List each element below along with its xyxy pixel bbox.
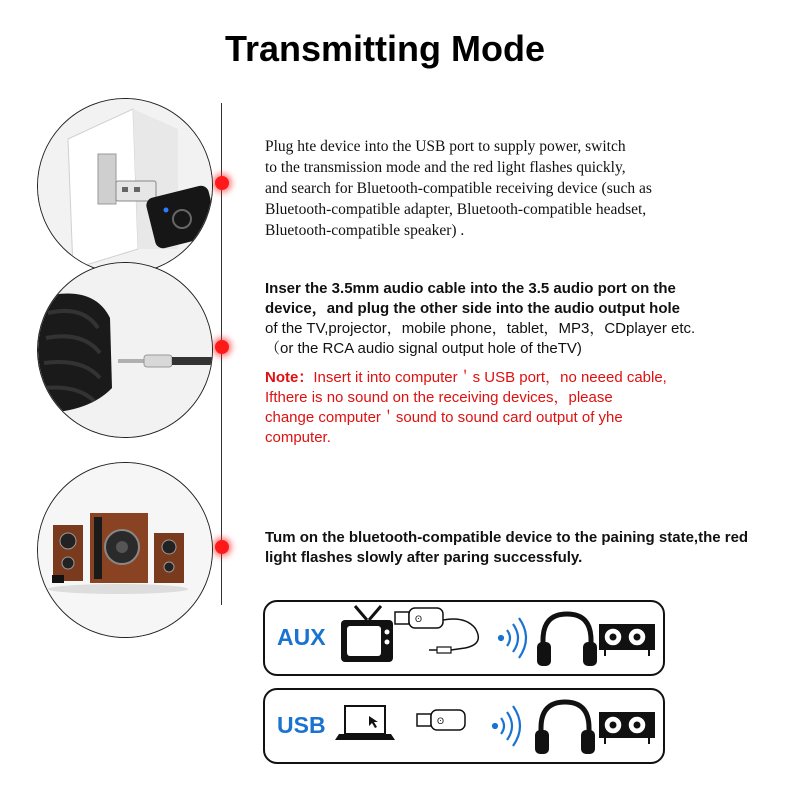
svg-text:ʘ: ʘ: [437, 716, 445, 726]
headphones-icon: [537, 614, 597, 666]
audio-cable-image: [37, 262, 213, 438]
note-line: change computer＇sound to sound card output of yhe: [265, 409, 623, 426]
step1-line: Bluetooth-compatible speaker) .: [265, 222, 465, 239]
usb-adapter-image: [37, 98, 213, 274]
page-title: Transmitting Mode: [224, 28, 545, 69]
usb-adapter-icon: [395, 608, 443, 628]
amplifier-icon: [599, 624, 655, 656]
amplifier-icon: [599, 712, 655, 744]
svg-text:ʘ: ʘ: [415, 614, 423, 624]
aux-mode-box: [263, 600, 665, 676]
step2-line-bold: device，and plug the other side into the audio output hole: [265, 300, 681, 317]
step1-text: [265, 136, 652, 241]
headphones-icon: [535, 702, 595, 754]
note-line: Ifthere is no sound on the receiving devices，please: [265, 389, 613, 406]
step2-dot: [215, 340, 229, 354]
bluetooth-waves-icon: [499, 618, 526, 658]
note-line-1: Insert it into computer＇s USB port，no neeed cable,: [313, 369, 667, 386]
note-line: computer.: [265, 429, 331, 446]
aux-label: AUX: [277, 624, 326, 650]
note-line: [265, 368, 667, 388]
step2-line: [265, 299, 695, 319]
step1-dot: [215, 176, 229, 190]
note-label: Note：: [265, 369, 314, 386]
step2-line: （or the RCA audio signal output hole of theTV): [265, 340, 582, 357]
bluetooth-waves-icon: [493, 706, 520, 746]
step3-text: [265, 528, 748, 568]
usb-mode-box: [263, 688, 665, 764]
note-text: [265, 368, 667, 448]
step2-line: of the TV,projector，mobile phone，tablet，MP3，CDplayer etc.: [265, 320, 696, 337]
speakers-image: [37, 462, 213, 638]
step3-dot: [215, 540, 229, 554]
step2-line: Inser the 3.5mm audio cable into the 3.5 audio port on the: [265, 280, 676, 297]
step1-line: to the transmission mode and the red light flashes quickly,: [265, 159, 626, 176]
step1-line: Bluetooth-compatible adapter, Bluetooth-compatible headset,: [265, 201, 647, 218]
step2-text: [265, 279, 695, 359]
step1-line: and search for Bluetooth-compatible receiving device (such as: [265, 180, 652, 197]
usb-adapter-icon: [417, 710, 465, 730]
step3-line: light flashes slowly after paring successfuly.: [265, 549, 583, 566]
step1-line: Plug hte device into the USB port to supply power, switch: [265, 138, 626, 155]
tv-icon: [341, 606, 393, 662]
step3-line: Tum on the bluetooth-compatible device to the paining state,the red: [265, 529, 749, 546]
laptop-icon: [335, 706, 395, 740]
usb-label: USB: [277, 712, 326, 738]
